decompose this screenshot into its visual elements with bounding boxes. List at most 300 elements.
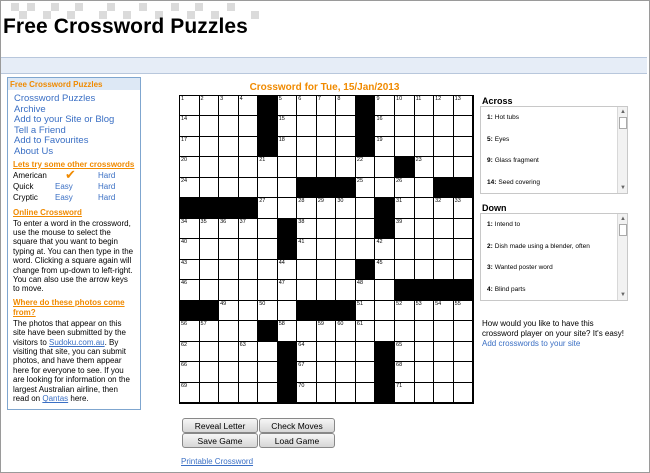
grid-cell[interactable] bbox=[454, 219, 474, 239]
grid-cell[interactable] bbox=[219, 280, 239, 300]
grid-cell[interactable] bbox=[454, 96, 474, 116]
cell-number: 61 bbox=[356, 321, 364, 328]
cell-number: 7 bbox=[317, 96, 321, 102]
grid-cell[interactable] bbox=[219, 137, 239, 157]
across-section bbox=[482, 96, 630, 106]
cell-number: 3 bbox=[220, 96, 224, 102]
grid-block bbox=[180, 301, 200, 321]
photos-heading: Where do these photos come from? bbox=[13, 297, 125, 317]
grid-cell[interactable] bbox=[297, 280, 317, 300]
grid-cell[interactable] bbox=[278, 96, 298, 116]
grid-cell[interactable] bbox=[317, 219, 337, 239]
grid-cell[interactable] bbox=[239, 178, 259, 198]
grid-cell[interactable] bbox=[415, 178, 435, 198]
grid-cell[interactable] bbox=[415, 137, 435, 157]
grid-cell[interactable] bbox=[375, 280, 395, 300]
grid-cell[interactable] bbox=[454, 157, 474, 177]
grid-cell[interactable] bbox=[454, 301, 474, 321]
grid-cell[interactable] bbox=[297, 239, 317, 259]
grid-block bbox=[375, 362, 395, 382]
grid-cell[interactable] bbox=[375, 239, 395, 259]
grid-cell[interactable] bbox=[200, 260, 220, 280]
quick-easy-link[interactable]: Easy bbox=[55, 181, 73, 191]
cell-number: 44 bbox=[278, 259, 285, 266]
grid-cell[interactable] bbox=[317, 116, 337, 136]
grid-cell[interactable] bbox=[200, 280, 220, 300]
grid-cell[interactable] bbox=[278, 178, 298, 198]
grid-cell[interactable] bbox=[278, 116, 298, 136]
grid-cell[interactable] bbox=[180, 178, 200, 198]
grid-cell[interactable] bbox=[239, 137, 259, 157]
clue-item[interactable] bbox=[481, 150, 627, 172]
grid-cell[interactable] bbox=[239, 219, 259, 239]
grid-cell[interactable] bbox=[180, 260, 200, 280]
scroll-thumb[interactable] bbox=[619, 117, 627, 129]
grid-cell[interactable] bbox=[278, 321, 298, 341]
clue-item[interactable] bbox=[481, 214, 627, 236]
grid-cell[interactable] bbox=[297, 362, 317, 382]
site-header bbox=[1, 1, 647, 57]
grid-block bbox=[336, 301, 356, 321]
other-crosswords-heading: Lets try some other crosswords bbox=[13, 159, 135, 169]
scroll-up-icon[interactable]: ▲ bbox=[620, 109, 626, 115]
grid-cell[interactable] bbox=[454, 383, 474, 403]
cell-number: 28 bbox=[298, 198, 305, 205]
grid-cell[interactable] bbox=[297, 342, 317, 362]
grid-cell[interactable] bbox=[356, 362, 376, 382]
grid-cell[interactable] bbox=[258, 260, 278, 280]
grid-cell[interactable] bbox=[219, 383, 239, 403]
cell-number: 46 bbox=[181, 280, 188, 287]
cell-number: 11 bbox=[415, 96, 422, 102]
grid-cell[interactable] bbox=[317, 362, 337, 382]
grid-cell[interactable] bbox=[434, 260, 454, 280]
clue-text: Intend to bbox=[494, 221, 521, 229]
grid-cell[interactable] bbox=[336, 342, 356, 362]
grid-cell[interactable] bbox=[356, 383, 376, 403]
grid-cell[interactable] bbox=[375, 178, 395, 198]
grid-cell[interactable] bbox=[395, 383, 415, 403]
grid-cell[interactable] bbox=[415, 198, 435, 218]
clue-number: 9: bbox=[487, 157, 493, 165]
grid-cell[interactable] bbox=[317, 342, 337, 362]
grid-cell[interactable] bbox=[180, 383, 200, 403]
grid-cell[interactable] bbox=[239, 342, 259, 362]
save-game-button[interactable]: Save Game bbox=[182, 433, 258, 448]
grid-cell[interactable] bbox=[180, 342, 200, 362]
grid-cell[interactable] bbox=[258, 178, 278, 198]
grid-cell[interactable] bbox=[180, 280, 200, 300]
add-crosswords-link[interactable]: Add crosswords to your site bbox=[482, 339, 581, 348]
grid-cell[interactable] bbox=[434, 342, 454, 362]
cell-number: 25 bbox=[356, 177, 364, 184]
grid-cell[interactable] bbox=[375, 157, 395, 177]
grid-cell[interactable] bbox=[258, 280, 278, 300]
grid-block bbox=[297, 178, 317, 198]
grid-cell[interactable] bbox=[375, 321, 395, 341]
grid-cell[interactable] bbox=[434, 137, 454, 157]
grid-cell[interactable] bbox=[239, 362, 259, 382]
sidebar-link-crossword-puzzles[interactable]: Crossword Puzzles bbox=[14, 93, 96, 104]
grid-cell[interactable] bbox=[278, 198, 298, 218]
cell-number: 52 bbox=[396, 300, 403, 307]
clue-item[interactable] bbox=[481, 129, 627, 151]
cell-number: 10 bbox=[396, 96, 403, 102]
clue-item[interactable] bbox=[481, 236, 627, 258]
cell-number: 43 bbox=[181, 259, 188, 266]
grid-cell[interactable] bbox=[454, 239, 474, 259]
grid-block bbox=[375, 219, 395, 239]
grid-cell[interactable] bbox=[375, 116, 395, 136]
scroll-down-icon[interactable]: ▼ bbox=[620, 185, 626, 191]
cell-number: 45 bbox=[376, 259, 383, 266]
grid-cell[interactable] bbox=[180, 137, 200, 157]
grid-cell[interactable] bbox=[395, 198, 415, 218]
grid-cell[interactable] bbox=[415, 239, 435, 259]
qantas-link[interactable]: Qantas bbox=[42, 394, 69, 404]
grid-cell[interactable] bbox=[336, 239, 356, 259]
grid-block bbox=[258, 116, 278, 136]
cell-number: 56 bbox=[181, 321, 188, 328]
grid-cell[interactable] bbox=[336, 280, 356, 300]
cell-number: 69 bbox=[181, 382, 188, 389]
grid-cell[interactable] bbox=[297, 260, 317, 280]
cell-number: 13 bbox=[454, 96, 461, 102]
grid-cell[interactable] bbox=[356, 198, 376, 218]
grid-cell[interactable] bbox=[278, 280, 298, 300]
grid-cell[interactable] bbox=[336, 137, 356, 157]
grid-cell[interactable] bbox=[434, 383, 454, 403]
grid-cell[interactable] bbox=[219, 362, 239, 382]
grid-cell[interactable] bbox=[336, 383, 356, 403]
grid-cell[interactable] bbox=[336, 219, 356, 239]
sidebar-link-add-to-site[interactable]: Add to your Site or Blog bbox=[14, 114, 115, 126]
grid-cell[interactable] bbox=[239, 321, 259, 341]
grid-cell[interactable] bbox=[356, 342, 376, 362]
grid-cell[interactable] bbox=[258, 239, 278, 259]
grid-cell[interactable] bbox=[258, 383, 278, 403]
grid-cell[interactable] bbox=[434, 157, 454, 177]
grid-cell[interactable] bbox=[258, 342, 278, 362]
grid-cell[interactable] bbox=[395, 342, 415, 362]
grid-cell[interactable] bbox=[219, 260, 239, 280]
grid-cell[interactable] bbox=[297, 321, 317, 341]
cell-number: 40 bbox=[181, 239, 188, 246]
grid-cell[interactable] bbox=[454, 116, 474, 136]
grid-cell[interactable] bbox=[415, 219, 435, 239]
grid-cell[interactable] bbox=[219, 239, 239, 259]
cell-number: 33 bbox=[454, 198, 461, 205]
grid-cell[interactable] bbox=[356, 219, 376, 239]
cell-number: 39 bbox=[396, 218, 403, 225]
grid-cell[interactable] bbox=[317, 96, 337, 116]
cell-number: 41 bbox=[298, 239, 305, 246]
grid-cell[interactable] bbox=[415, 342, 435, 362]
grid-cell[interactable] bbox=[219, 321, 239, 341]
grid-cell[interactable] bbox=[395, 219, 415, 239]
american-hard-link[interactable]: Hard bbox=[98, 170, 116, 180]
cell-number: 34 bbox=[181, 218, 188, 225]
grid-block bbox=[297, 301, 317, 321]
grid-cell[interactable] bbox=[395, 260, 415, 280]
clue-item[interactable] bbox=[481, 257, 627, 279]
grid-block bbox=[180, 198, 200, 218]
cryptic-easy-link[interactable]: Easy bbox=[55, 192, 73, 202]
grid-cell[interactable] bbox=[297, 157, 317, 177]
grid-cell[interactable] bbox=[336, 321, 356, 341]
grid-cell[interactable] bbox=[454, 362, 474, 382]
photos-text bbox=[8, 318, 140, 404]
cell-number: 71 bbox=[396, 382, 403, 389]
grid-cell[interactable] bbox=[454, 198, 474, 218]
clue-item[interactable] bbox=[481, 107, 627, 129]
grid-cell[interactable] bbox=[356, 301, 376, 321]
cell-number: 27 bbox=[259, 198, 266, 205]
grid-cell[interactable] bbox=[395, 321, 415, 341]
grid-cell[interactable] bbox=[336, 198, 356, 218]
grid-cell[interactable] bbox=[258, 301, 278, 321]
grid-cell[interactable] bbox=[415, 362, 435, 382]
down-clue-list[interactable] bbox=[480, 213, 628, 301]
grid-cell[interactable] bbox=[317, 137, 337, 157]
grid-cell[interactable] bbox=[239, 301, 259, 321]
scroll-up-icon[interactable]: ▲ bbox=[620, 216, 626, 222]
grid-cell[interactable] bbox=[395, 137, 415, 157]
grid-block bbox=[375, 198, 395, 218]
grid-cell[interactable] bbox=[297, 219, 317, 239]
scroll-thumb[interactable] bbox=[619, 224, 627, 236]
grid-cell[interactable] bbox=[219, 96, 239, 116]
cryptic-hard-link[interactable]: Hard bbox=[98, 192, 116, 202]
grid-block bbox=[454, 280, 474, 300]
grid-cell[interactable] bbox=[278, 137, 298, 157]
grid-cell[interactable] bbox=[434, 96, 454, 116]
grid-cell[interactable] bbox=[317, 239, 337, 259]
cell-number: 47 bbox=[278, 280, 285, 287]
grid-cell[interactable] bbox=[297, 96, 317, 116]
grid-cell[interactable] bbox=[239, 239, 259, 259]
grid-block bbox=[356, 260, 376, 280]
crossword-type-name: American bbox=[13, 170, 47, 180]
reveal-letter-button[interactable]: Reveal Letter bbox=[182, 418, 258, 433]
grid-cell[interactable] bbox=[356, 321, 376, 341]
grid-cell[interactable] bbox=[317, 198, 337, 218]
grid-cell[interactable] bbox=[336, 362, 356, 382]
grid-cell[interactable] bbox=[434, 219, 454, 239]
grid-cell[interactable] bbox=[434, 321, 454, 341]
grid-cell[interactable] bbox=[180, 239, 200, 259]
grid-cell[interactable] bbox=[278, 260, 298, 280]
grid-cell[interactable] bbox=[219, 157, 239, 177]
clue-number: 14: bbox=[487, 178, 497, 186]
grid-cell[interactable] bbox=[415, 157, 435, 177]
grid-cell[interactable] bbox=[200, 137, 220, 157]
grid-cell[interactable] bbox=[375, 96, 395, 116]
photos-text-part: The photos that appear on this site have been submitted by the visitors to bbox=[13, 318, 126, 347]
grid-cell[interactable] bbox=[317, 157, 337, 177]
grid-cell[interactable] bbox=[219, 178, 239, 198]
grid-cell[interactable] bbox=[415, 383, 435, 403]
grid-cell[interactable] bbox=[239, 280, 259, 300]
grid-cell[interactable] bbox=[454, 321, 474, 341]
grid-cell[interactable] bbox=[395, 301, 415, 321]
cell-number: 66 bbox=[181, 362, 188, 369]
cell-number: 35 bbox=[200, 218, 207, 225]
cell-number: 12 bbox=[435, 96, 442, 102]
grid-cell[interactable] bbox=[395, 116, 415, 136]
grid-cell[interactable] bbox=[415, 321, 435, 341]
grid-cell[interactable] bbox=[297, 116, 317, 136]
grid-cell[interactable] bbox=[258, 157, 278, 177]
quick-hard-link[interactable]: Hard bbox=[98, 181, 116, 191]
sidebar-link-about[interactable]: About Us bbox=[14, 145, 54, 157]
clue-number: 1: bbox=[487, 114, 493, 122]
grid-cell[interactable] bbox=[219, 301, 239, 321]
grid-cell[interactable] bbox=[239, 96, 259, 116]
clue-item[interactable] bbox=[481, 279, 627, 301]
clue-text: Blind parts bbox=[494, 285, 526, 293]
clue-number: 5: bbox=[487, 135, 493, 143]
grid-cell[interactable] bbox=[415, 301, 435, 321]
cell-number: 51 bbox=[356, 300, 364, 307]
grid-cell[interactable] bbox=[200, 178, 220, 198]
grid-block bbox=[356, 137, 376, 157]
cell-number: 1 bbox=[181, 96, 185, 102]
grid-cell[interactable] bbox=[200, 157, 220, 177]
cell-number: 58 bbox=[278, 321, 285, 328]
grid-cell[interactable] bbox=[454, 342, 474, 362]
grid-cell[interactable] bbox=[356, 280, 376, 300]
grid-cell[interactable] bbox=[356, 239, 376, 259]
across-scrollbar[interactable] bbox=[617, 107, 627, 193]
cell-number: 48 bbox=[356, 280, 364, 287]
promo-box bbox=[482, 319, 632, 349]
grid-cell[interactable] bbox=[375, 260, 395, 280]
grid-cell[interactable] bbox=[317, 260, 337, 280]
grid-cell[interactable] bbox=[356, 157, 376, 177]
grid-cell[interactable] bbox=[200, 342, 220, 362]
grid-cell[interactable] bbox=[200, 362, 220, 382]
cell-number: 2 bbox=[200, 96, 204, 102]
clue-number: 2: bbox=[487, 242, 493, 250]
grid-cell[interactable] bbox=[434, 116, 454, 136]
sudoku-link[interactable]: Sudoku.com.au bbox=[49, 337, 105, 347]
crossword-type-row bbox=[8, 181, 140, 192]
grid-block bbox=[395, 157, 415, 177]
grid-cell[interactable] bbox=[219, 116, 239, 136]
grid-cell[interactable] bbox=[180, 96, 200, 116]
grid-cell[interactable] bbox=[278, 157, 298, 177]
cell-number: 37 bbox=[239, 218, 246, 225]
cell-number: 31 bbox=[396, 198, 403, 205]
grid-cell[interactable] bbox=[200, 96, 220, 116]
grid-cell[interactable] bbox=[180, 362, 200, 382]
grid-cell[interactable] bbox=[415, 116, 435, 136]
crossword-grid bbox=[179, 95, 474, 404]
load-game-button[interactable]: Load Game bbox=[259, 433, 335, 448]
grid-cell[interactable] bbox=[317, 280, 337, 300]
grid-cell[interactable] bbox=[219, 342, 239, 362]
scroll-down-icon[interactable]: ▼ bbox=[620, 292, 626, 298]
grid-cell[interactable] bbox=[356, 178, 376, 198]
grid-cell[interactable] bbox=[317, 321, 337, 341]
across-clue-list[interactable] bbox=[480, 106, 628, 194]
grid-cell[interactable] bbox=[454, 137, 474, 157]
grid-cell[interactable] bbox=[180, 321, 200, 341]
grid-cell[interactable] bbox=[297, 383, 317, 403]
grid-cell[interactable] bbox=[415, 260, 435, 280]
grid-cell[interactable] bbox=[395, 362, 415, 382]
grid-cell[interactable] bbox=[180, 219, 200, 239]
grid-cell[interactable] bbox=[336, 260, 356, 280]
grid-cell[interactable] bbox=[200, 219, 220, 239]
grid-cell[interactable] bbox=[219, 219, 239, 239]
grid-cell[interactable] bbox=[336, 116, 356, 136]
cell-number: 63 bbox=[239, 341, 246, 348]
grid-cell[interactable] bbox=[434, 362, 454, 382]
grid-cell[interactable] bbox=[336, 157, 356, 177]
grid-cell[interactable] bbox=[239, 383, 259, 403]
sidebar-link-tell-friend[interactable]: Tell a Friend bbox=[14, 124, 66, 136]
grid-cell[interactable] bbox=[258, 198, 278, 218]
grid-cell[interactable] bbox=[395, 239, 415, 259]
grid-cell[interactable] bbox=[180, 116, 200, 136]
grid-cell[interactable] bbox=[200, 116, 220, 136]
grid-cell[interactable] bbox=[239, 260, 259, 280]
cell-number: 22 bbox=[356, 157, 364, 164]
clue-number: 4: bbox=[487, 285, 493, 293]
grid-cell[interactable] bbox=[434, 198, 454, 218]
grid-cell[interactable] bbox=[434, 239, 454, 259]
grid-block bbox=[317, 178, 337, 198]
grid-cell[interactable] bbox=[454, 260, 474, 280]
grid-block bbox=[239, 198, 259, 218]
check-moves-button[interactable]: Check Moves bbox=[259, 418, 335, 433]
grid-cell[interactable] bbox=[297, 137, 317, 157]
grid-cell[interactable] bbox=[415, 96, 435, 116]
clue-number: 3: bbox=[487, 264, 493, 272]
grid-cell[interactable] bbox=[375, 137, 395, 157]
grid-block bbox=[258, 96, 278, 116]
grid-cell[interactable] bbox=[239, 116, 259, 136]
grid-cell[interactable] bbox=[297, 198, 317, 218]
cell-number: 64 bbox=[298, 341, 305, 348]
crossword-type-name: Quick bbox=[13, 181, 34, 191]
grid-cell[interactable] bbox=[375, 301, 395, 321]
grid-cell[interactable] bbox=[200, 383, 220, 403]
grid-cell[interactable] bbox=[239, 157, 259, 177]
crossword-type-row bbox=[8, 166, 140, 182]
grid-cell[interactable] bbox=[200, 239, 220, 259]
grid-cell[interactable] bbox=[258, 362, 278, 382]
cell-number: 6 bbox=[298, 96, 302, 102]
printable-crossword-link[interactable]: Printable Crossword bbox=[181, 457, 254, 466]
grid-cell[interactable] bbox=[258, 219, 278, 239]
grid-cell[interactable] bbox=[278, 301, 298, 321]
grid-cell[interactable] bbox=[336, 96, 356, 116]
grid-cell[interactable] bbox=[200, 321, 220, 341]
sidebar-link-archive[interactable]: Archive bbox=[14, 103, 46, 115]
down-scrollbar[interactable] bbox=[617, 214, 627, 300]
grid-cell[interactable] bbox=[395, 178, 415, 198]
grid-cell[interactable] bbox=[317, 383, 337, 403]
grid-cell[interactable] bbox=[434, 301, 454, 321]
sidebar bbox=[7, 77, 141, 410]
sidebar-link-favourites[interactable]: Add to Favourites bbox=[14, 135, 89, 147]
clue-item[interactable] bbox=[481, 172, 627, 194]
grid-cell[interactable] bbox=[180, 157, 200, 177]
grid-cell[interactable] bbox=[395, 96, 415, 116]
